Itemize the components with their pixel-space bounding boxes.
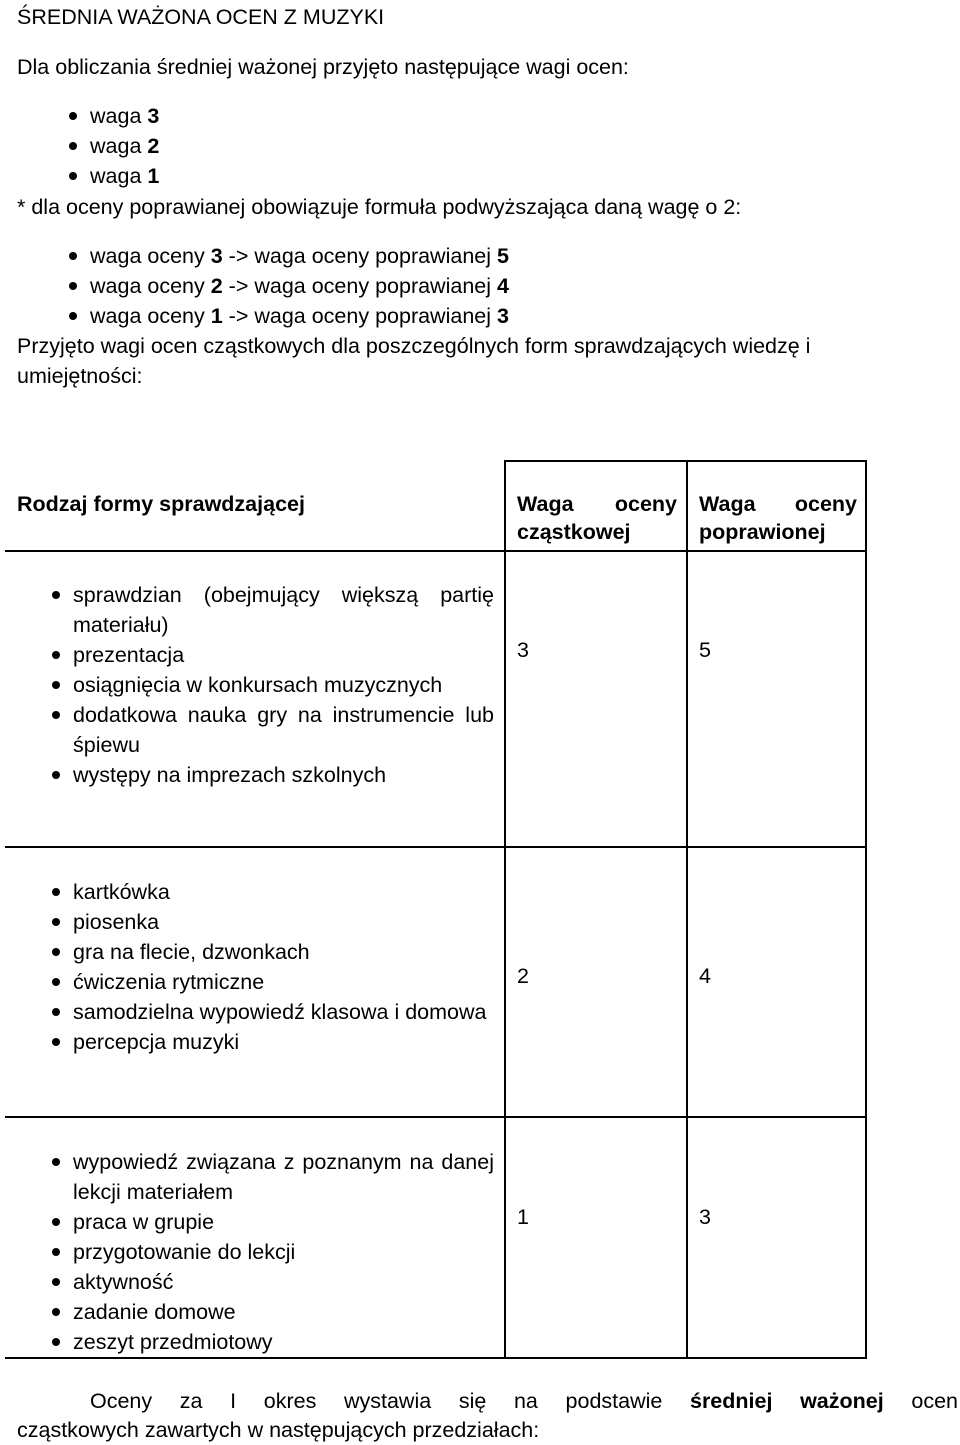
list-item: waga 2 <box>17 131 817 161</box>
list-item: waga oceny 3 -> waga oceny poprawianej 5 <box>17 241 817 271</box>
intro-text: Dla obliczania średniej ważonej przyjęto następujące wagi ocen: <box>17 55 629 79</box>
list-item: osiągnięcia w konkursach muzycznych <box>0 670 494 700</box>
weights-list <box>17 101 817 191</box>
table-divider <box>5 1116 867 1118</box>
list-item: zadanie domowe <box>0 1297 494 1327</box>
table-divider <box>5 846 867 848</box>
list-item: przygotowanie do lekcji <box>0 1237 494 1267</box>
list-item: piosenka <box>0 907 494 937</box>
list-item: waga 3 <box>17 101 817 131</box>
table-divider <box>504 460 506 1358</box>
closing-line2: cząstkowych zawartych w następujących przedziałach: <box>17 1418 540 1442</box>
forms-intro-line2: umiejętności: <box>17 364 143 388</box>
list-item: występy na imprezach szkolnych <box>0 760 494 790</box>
corrections-list <box>17 241 817 331</box>
list-item: praca w grupie <box>0 1207 494 1237</box>
table-divider <box>686 460 688 1358</box>
list-item: ćwiczenia rytmiczne <box>0 967 494 997</box>
header-form-type: Rodzaj formy sprawdzającej <box>17 492 305 516</box>
corrected-weight-value: 4 <box>699 964 711 988</box>
list-item: dodatkowa nauka gry na instrumencie lub śpiewu <box>0 700 494 760</box>
weight-value: 2 <box>517 964 529 988</box>
weight-value: 3 <box>517 638 529 662</box>
list-item: gra na flecie, dzwonkach <box>0 937 494 967</box>
list-item: waga oceny 2 -> waga oceny poprawianej 4 <box>17 271 817 301</box>
header-weight-corrected: Waga oceny poprawionej <box>699 492 857 544</box>
weight-value: 1 <box>517 1205 529 1229</box>
list-item: waga oceny 1 -> waga oceny poprawianej 3 <box>17 301 817 331</box>
list-item: prezentacja <box>0 640 494 670</box>
forms-intro-line1: Przyjęto wagi ocen cząstkowych dla poszczególnych form sprawdzających wiedzę i <box>17 334 811 358</box>
list-item: percepcja muzyki <box>0 1027 494 1057</box>
corrected-weight-value: 3 <box>699 1205 711 1229</box>
table-row-forms <box>0 1147 494 1357</box>
table-row-forms <box>0 877 494 1057</box>
table-divider <box>865 460 867 1358</box>
list-item: samodzielna wypowiedź klasowa i domowa <box>0 997 494 1027</box>
header-weight-partial: Waga oceny cząstkowej <box>517 492 677 544</box>
table-divider <box>5 1357 867 1359</box>
correction-note: * dla oceny poprawianej obowiązuje formuła podwyższająca daną wagę o 2: <box>17 195 742 219</box>
corrected-weight-value: 5 <box>699 638 711 662</box>
closing-bold-text: średniej ważonej <box>689 1389 884 1413</box>
list-item: zeszyt przedmiotowy <box>0 1327 494 1357</box>
table-divider <box>5 550 867 552</box>
closing-paragraph: Oceny za I okres wystawia się na podstawie średniej ważonej ocen <box>90 1389 958 1413</box>
list-item: wypowiedź związana z poznanym na danej lekcji materiałem <box>0 1147 494 1207</box>
list-item: kartkówka <box>0 877 494 907</box>
page-title: ŚREDNIA WAŻONA OCEN Z MUZYKI <box>17 5 385 29</box>
list-item: aktywność <box>0 1267 494 1297</box>
table-divider <box>504 460 867 462</box>
list-item: waga 1 <box>17 161 817 191</box>
table-row-forms <box>0 580 494 790</box>
list-item: sprawdzian (obejmujący większą partię materiału) <box>0 580 494 640</box>
